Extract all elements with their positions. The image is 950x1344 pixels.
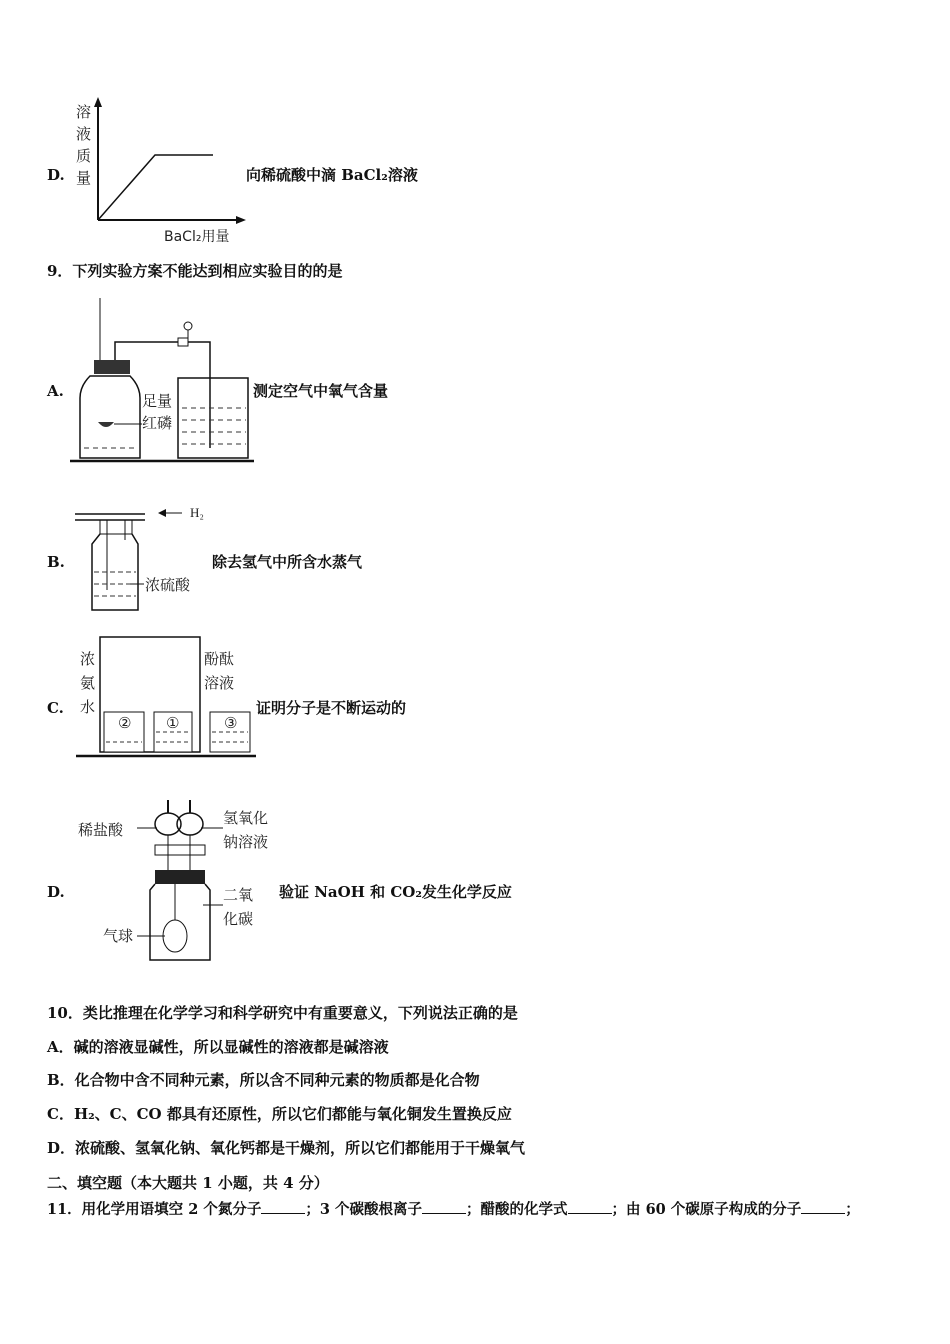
option-b: B．化合物中含不同种元素，所以含不同种元素的物质都是化合物 — [47, 1071, 480, 1089]
q11-text: ； — [845, 1201, 860, 1218]
x-axis-label: BaCl₂用量 — [164, 229, 230, 245]
fig-label: 浓 — [80, 650, 96, 668]
option-a: A．碱的溶液显碱性，所以显碱性的溶液都是碱溶液 — [47, 1038, 389, 1056]
question-9-stem: 9．下列实验方案不能达到相应实验目的的是 — [47, 262, 343, 280]
option-label: D. — [47, 883, 65, 901]
option-caption: 证明分子是不断运动的 — [256, 699, 407, 717]
answer-blank[interactable] — [261, 1199, 305, 1214]
fig-label: 二氧 — [223, 886, 254, 904]
fig-label: 酚酞 — [204, 650, 235, 668]
fig-label: 水 — [80, 698, 96, 716]
question-11 — [47, 1199, 860, 1219]
fig-label: 氢氧化 — [223, 809, 269, 827]
option-d: D．浓硫酸、氢氧化钠、氧化钙都是干燥剂，所以它们都能用于干燥氧气 — [47, 1139, 526, 1157]
y-axis-char: 溶 — [76, 103, 92, 121]
y-axis-char: 质 — [76, 147, 92, 165]
option-label: C. — [47, 699, 64, 717]
y-axis-char: 液 — [76, 125, 92, 143]
option-caption: 向稀硫酸中滴 BaCl₂溶液 — [246, 166, 418, 184]
option-caption: 测定空气中氧气含量 — [253, 382, 389, 400]
fig-label: 稀盐酸 — [78, 821, 124, 839]
q11-text: ；3 个碳酸根离子 — [305, 1201, 423, 1218]
option-caption: 验证 NaOH 和 CO₂发生化学反应 — [279, 883, 512, 901]
fig-label: 浓硫酸 — [145, 576, 191, 594]
naoh-co2-apparatus — [75, 790, 275, 970]
molecule-motion-apparatus — [72, 632, 262, 762]
option-label: D. — [47, 166, 65, 184]
option-label: B. — [47, 553, 65, 571]
q11-text: 11．用化学用语填空 2 个氮分子 — [47, 1201, 262, 1218]
fig-label: 足量 — [142, 392, 173, 410]
drying-bottle-apparatus — [70, 500, 220, 615]
fig-label: 钠溶液 — [223, 833, 269, 851]
q11-text: ；由 60 个碳原子构成的分子 — [611, 1201, 802, 1218]
answer-blank[interactable] — [422, 1199, 466, 1214]
fig-label: ① — [166, 714, 180, 732]
fig-label: ② — [118, 714, 132, 732]
answer-blank[interactable] — [801, 1199, 845, 1214]
option-c: C．H₂、C、CO 都具有还原性，所以它们都能与氧化铜发生置换反应 — [47, 1105, 512, 1123]
option-label: A. — [47, 382, 64, 400]
answer-blank[interactable] — [568, 1199, 612, 1214]
fig-label: 红磷 — [142, 414, 173, 432]
fig-label: H₂ — [190, 505, 204, 520]
fig-label: ③ — [224, 714, 238, 732]
oxygen-content-apparatus — [70, 298, 270, 468]
fig-label: 气球 — [103, 927, 134, 945]
option-caption: 除去氢气中所含水蒸气 — [212, 553, 363, 571]
q11-text: ；醋酸的化学式 — [466, 1201, 568, 1218]
fig-label: 化碳 — [223, 910, 254, 928]
section-heading: 二、填空题（本大题共 1 小题，共 4 分） — [47, 1174, 329, 1192]
fig-label: 溶液 — [204, 674, 235, 692]
question-10-stem: 10．类比推理在化学学习和科学研究中有重要意义，下列说法正确的是 — [47, 1004, 518, 1022]
fig-label: 氨 — [80, 674, 96, 692]
y-axis-char: 量 — [76, 169, 92, 187]
